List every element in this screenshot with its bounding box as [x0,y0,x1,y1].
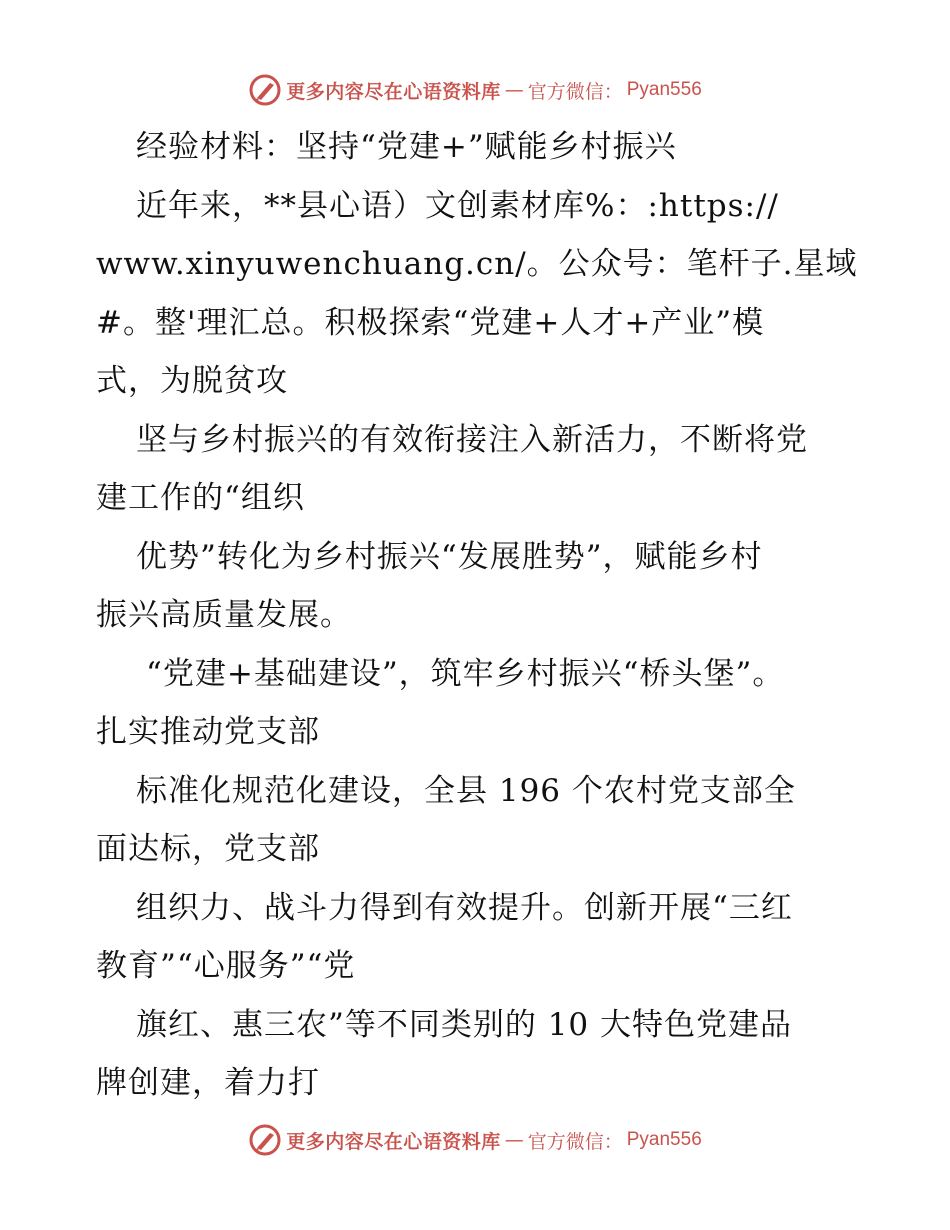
watermark-brand-text: 更多内容尽在心语资料库 [286,80,501,103]
paragraph-line: 旗红、惠三农”等不同类别的 10 大特色党建品 [136,1006,793,1043]
paragraph-line: 面达标，党支部 [96,831,320,867]
paragraph-line: 牌创建，着力打 [96,1065,320,1101]
watermark-dash: — [504,79,524,101]
paragraph-line: 组织力、战斗力得到有效提升。创新开展“三红 [136,889,793,926]
watermark-official-label: 官方微信： [527,1130,623,1153]
paragraph-line: 扎实推动党支部 [96,714,320,750]
paragraph-line: 建工作的“组织 [96,480,305,516]
footer-watermark [0,1120,950,1160]
paragraph-line: 振兴高质量发展。 [96,597,352,633]
watermark-wechat-id: Pyan556 [626,1129,702,1150]
paragraph-line: www.xinyuwenchuang.cn/。公众号：笔杆子.星域 [96,246,858,282]
watermark-brand-text: 更多内容尽在心语资料库 [286,1130,501,1153]
watermark-official-label: 官方微信： [527,80,623,103]
paragraph-line: 式，为脱贫攻 [96,363,288,399]
watermark-wechat-id: Pyan556 [626,79,702,100]
document-title: 经验材料：坚持“党建+”赋能乡村振兴 [136,129,677,165]
brand-logo-icon [248,73,282,107]
document-body [96,118,856,1113]
paragraph-line: 坚与乡村振兴的有效衔接注入新活力，不断将党 [136,421,808,458]
paragraph-line: #。整'理汇总。积极探索“党建+人才+产业”模 [96,304,765,341]
watermark-dash: — [504,1129,524,1151]
paragraph-line: 优势”转化为乡村振兴“发展胜势”，赋能乡村 [136,538,763,575]
paragraph-line: 标准化规范化建设，全县 196 个农村党支部全 [136,772,796,809]
paragraph-line: 教育”“心服务”“党 [96,948,356,984]
paragraph-line: “党建+基础建设”，筑牢乡村振兴“桥头堡”。 [146,655,785,692]
brand-logo-icon [248,1123,282,1157]
paragraph-line: 近年来，**县心语）文创素材库%：:https:// [136,187,779,224]
header-watermark [0,70,950,110]
